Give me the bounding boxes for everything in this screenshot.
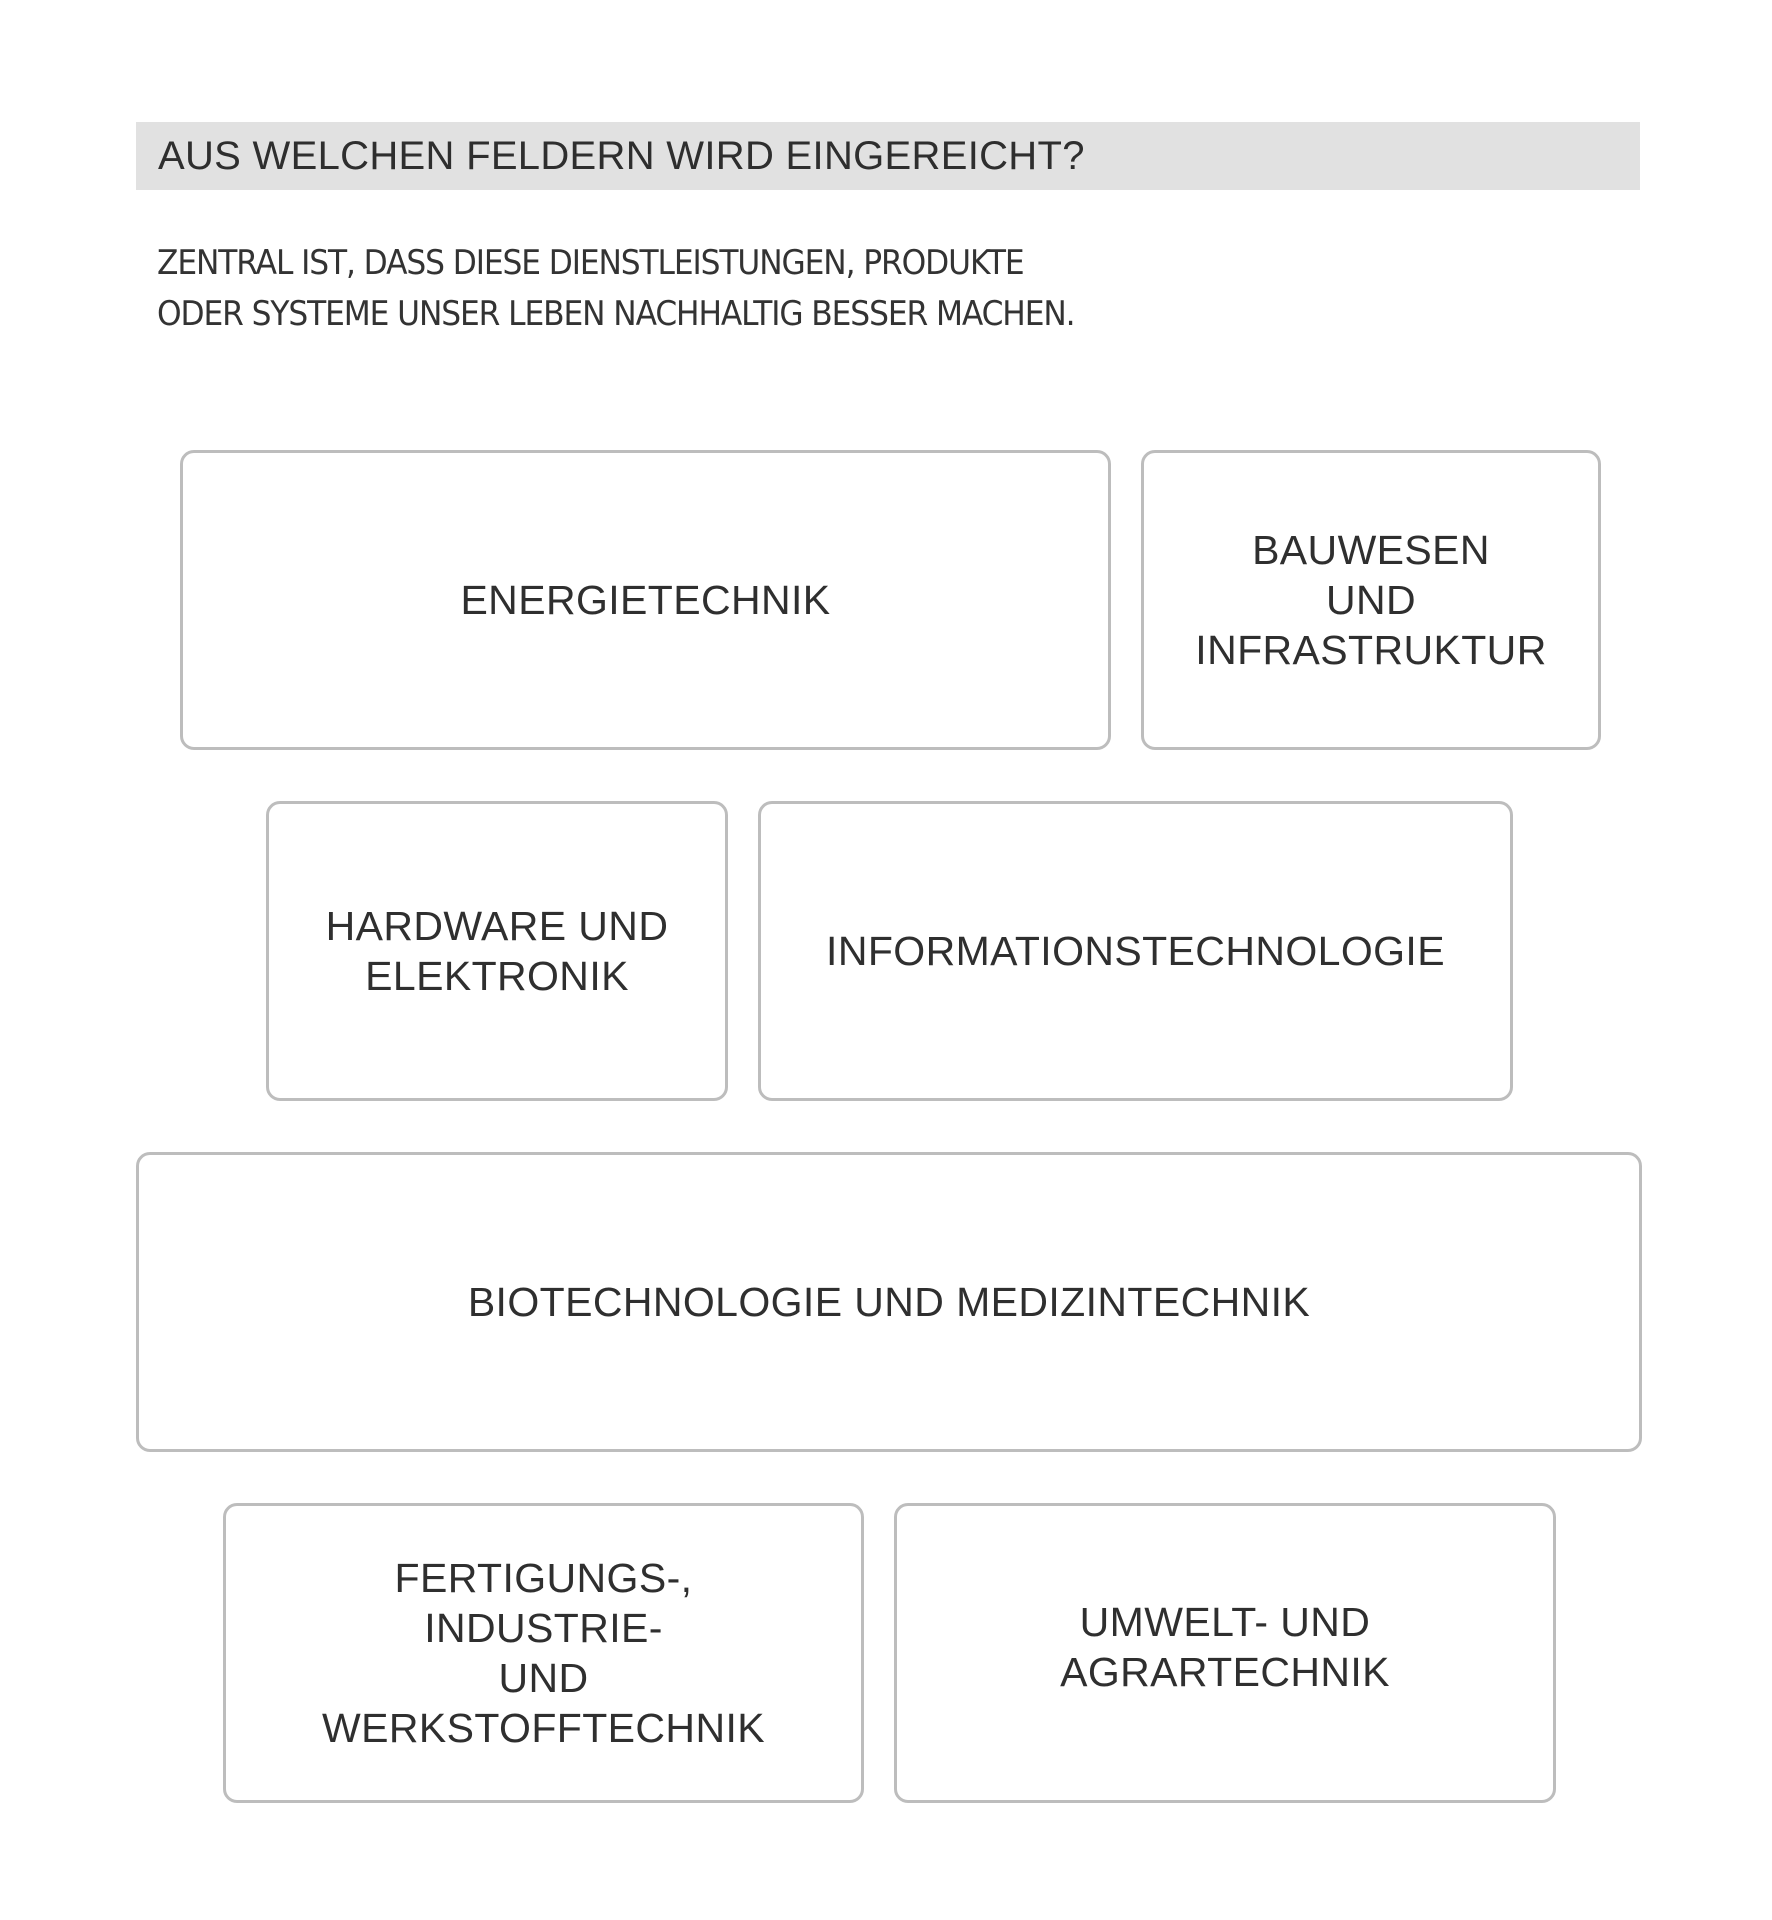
section-title: AUS WELCHEN FELDERN WIRD EINGEREICHT? (158, 134, 1085, 178)
intro-line-2: ODER SYSTEME UNSER LEBEN NACHHALTIG BESSER MACHEN. (157, 294, 1075, 334)
field-label-fertigung: FERTIGUNGS-, INDUSTRIE- UND WERKSTOFFTECHNIK (322, 1555, 765, 1751)
section-header (136, 122, 1640, 190)
field-label-biotechnologie: BIOTECHNOLOGIE UND MEDIZINTECHNIK (467, 1279, 1311, 1325)
field-box-biotechnologie (136, 1152, 1642, 1452)
field-box-bauwesen (1141, 450, 1601, 750)
field-box-hardware (266, 801, 728, 1101)
field-label-energietechnik: ENERGIETECHNIK (460, 577, 831, 623)
field-box-fertigung (223, 1503, 864, 1803)
field-box-informationstechnologie (758, 801, 1513, 1101)
intro-line-1: ZENTRAL IST, DASS DIESE DIENSTLEISTUNGEN, PRODUKTE (157, 243, 1024, 283)
field-label-informationstechnologie: INFORMATIONSTECHNOLOGIE (826, 928, 1445, 974)
field-label-hardware: HARDWARE UND ELEKTRONIK (325, 903, 669, 999)
field-box-energietechnik (180, 450, 1111, 750)
intro-text (157, 238, 1261, 340)
field-label-umwelt: UMWELT- UND AGRARTECHNIK (1060, 1599, 1390, 1695)
field-label-bauwesen: BAUWESEN UND INFRASTRUKTUR (1195, 527, 1547, 673)
field-box-umwelt (894, 1503, 1556, 1803)
